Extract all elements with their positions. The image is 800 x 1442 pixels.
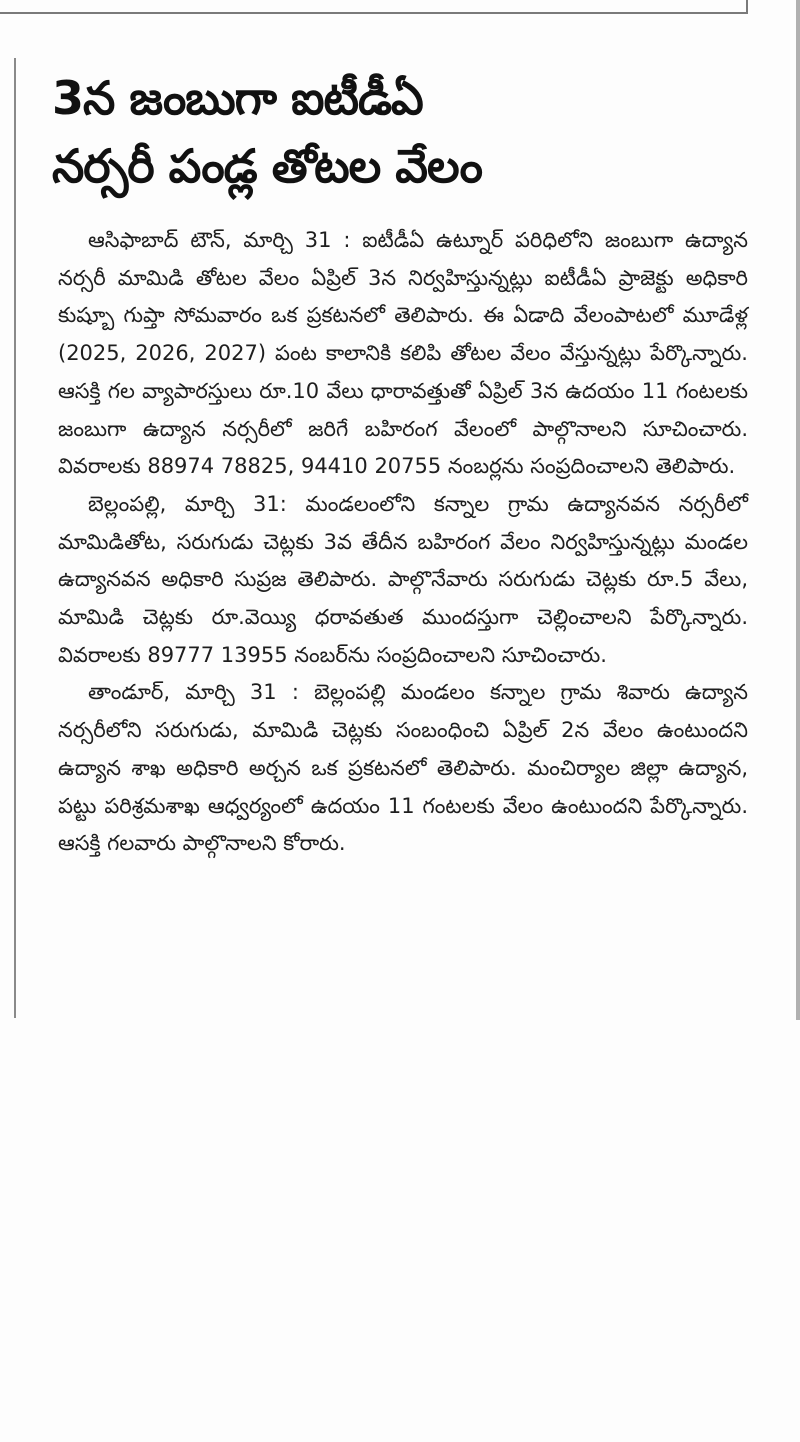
right-column-rule	[746, 0, 748, 14]
headline-line-1: 3న జంబుగా ఐటీడీఏ	[52, 71, 423, 125]
paragraph-asifabad: ఆసిఫాబాద్ టౌన్, మార్చి 31 : ఐటీడీఏ ఉట్నూర్ పరిధిలోని జంబుగా ఉద్యాన నర్సరీ మామిడి తోటల వేలం ఏప్రిల్ 3న నిర్వహిస్తున్నట్లు ఐటీడీఏ ప్రాజెక్టు అధికారి కుష్బూ గుప్తా సోమవారం ఒక ప్రకటనలో తెలిపారు. ఈ ఏడాది వేలంపాటలో మూడేళ్ల (2025, 2026, 2027) పంట కాలానికి కలిపి తోటల వేలం వేస్తున్నట్లు పేర్కొన్నారు. ఆసక్తి గల వ్యాపారస్తులు రూ.10 వేలు ధారావత్తుతో ఏప్రిల్ 3న ఉదయం 11 గంటలకు జంబుగా ఉద్యాన నర్సరీలో జరిగే బహిరంగ వేలంలో పాల్గొనాలని సూచించారు. వివరాలకు 88974 78825, 94410 20755 నంబర్లను సంప్రదించాలని తెలిపారు.	[58, 228, 748, 479]
paragraph-bellampalli: బెల్లంపల్లి, మార్చి 31: మండలంలోని కన్నాల గ్రామ ఉద్యానవన నర్సరీలో మామిడితోట, సరుగుడు చెట్లకు 3వ తేదీన బహిరంగ వేలం నిర్వహిస్తున్నట్లు మండల ఉద్యానవన అధికారి సుప్రజ తెలిపారు. పాల్గొనేవారు సరుగుడు చెట్లకు రూ.5 వేలు, మామిడి చెట్లకు రూ.వెయ్యి ధరావతుత ముందస్తుగా చెల్లించాలని పేర్కొన్నారు. వివరాలకు 89777 13955 నంబర్‌ను సంప్రదించాలని సూచించారు.	[58, 491, 748, 667]
headline	[52, 64, 752, 200]
article-body	[58, 222, 748, 863]
paragraph-tandur: తాండూర్, మార్చి 31 : బెల్లంపల్లి మండలం కన్నాల గ్రామ శివారు ఉద్యాన నర్సరీలోని సరుగుడు, మామిడి చెట్లకు సంబంధించి ఏప్రిల్ 2న వేలం ఉంటుందని ఉద్యాన శాఖ అధికారి అర్చన ఒక ప్రకటనలో తెలిపారు. మంచిర్యాల జిల్లా ఉద్యాన, పట్టు పరిశ్రమశాఖ ఆధ్వర్యంలో ఉదయం 11 గంటలకు వేలం ఉంటుందని పేర్కొన్నారు. ఆసక్తి గలవారు పాల్గొనాలని కోరారు.	[58, 680, 748, 856]
page-edge	[796, 0, 800, 1020]
headline-line-2: నర్సరీ పండ్ల తోటల వేలం	[52, 139, 482, 193]
left-column-rule	[14, 58, 16, 1018]
top-column-rule	[0, 12, 748, 14]
